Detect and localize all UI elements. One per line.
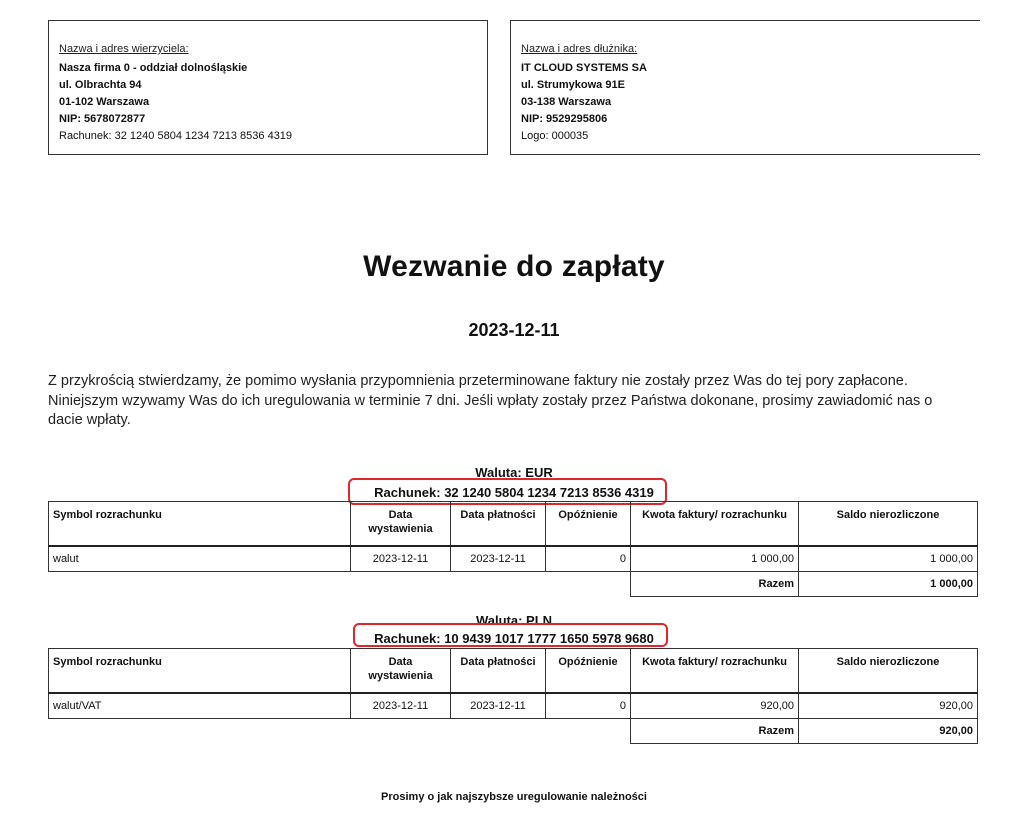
- cell-symbol: walut/VAT: [49, 693, 351, 719]
- settlement-table-pln: [48, 648, 978, 744]
- total-label: Razem: [631, 719, 799, 744]
- cell-delay: 0: [546, 546, 631, 572]
- cell-symbol: walut: [49, 546, 351, 572]
- cell-amount: 920,00: [631, 693, 799, 719]
- blank-cell: [451, 719, 546, 744]
- currency-label-eur: Waluta: EUR: [475, 465, 553, 480]
- blank-cell: [49, 572, 351, 597]
- col-header-issue-date: [351, 649, 451, 694]
- creditor-nip: NIP: 5678072877: [59, 113, 146, 125]
- col-header-symbol: Symbol rozrachunku: [49, 502, 351, 547]
- cell-due-date: 2023-12-11: [451, 693, 546, 719]
- debtor-logo: Logo: 000035: [521, 130, 589, 142]
- col-header-amount: Kwota faktury/ rozrachunku: [631, 502, 799, 547]
- col-header-issue-date-line2: wystawienia: [368, 523, 433, 535]
- cell-issue-date: 2023-12-11: [351, 693, 451, 719]
- debtor-city: 03-138 Warszawa: [521, 96, 612, 108]
- creditor-name: Nasza firma 0 - oddział dolnośląskie: [59, 62, 248, 74]
- cell-balance: 920,00: [799, 693, 978, 719]
- account-label-eur: Rachunek: 32 1240 5804 1234 7213 8536 4319: [374, 485, 654, 500]
- account-highlight-pln: [353, 623, 668, 647]
- table-row: [49, 693, 978, 719]
- cell-delay: 0: [546, 693, 631, 719]
- settlement-table-eur: [48, 501, 978, 597]
- debtor-street: ul. Strumykowa 91E: [521, 79, 625, 91]
- blank-cell: [546, 719, 631, 744]
- intro-line-1: Z przykrością stwierdzamy, że pomimo wysłania przypomnienia przeterminowane faktury nie zostały przez Was do tej pory zapłacone.: [48, 373, 908, 389]
- intro-line-2: Niniejszym wzywamy Was do ich uregulowania w terminie 7 dni. Jeśli wpłaty zostały przez Państwa dokonane, prosimy zawiadomić nas o dacie wpłaty.: [48, 392, 933, 428]
- page-title: Wezwanie do zapłaty: [363, 250, 665, 283]
- account-label-pln: Rachunek: 10 9439 1017 1777 1650 5978 9680: [374, 631, 654, 646]
- total-row: [49, 572, 978, 597]
- col-header-symbol: Symbol rozrachunku: [49, 649, 351, 694]
- col-header-issue-date-line1: Data: [388, 656, 413, 668]
- col-header-delay: Opóźnienie: [546, 649, 631, 694]
- creditor-city: 01-102 Warszawa: [59, 96, 150, 108]
- table-row: [49, 546, 978, 572]
- total-label: Razem: [631, 572, 799, 597]
- col-header-issue-date-line2: wystawienia: [368, 670, 433, 682]
- col-header-due-date: Data płatności: [451, 649, 546, 694]
- col-header-delay: Opóźnienie: [546, 502, 631, 547]
- debtor-name: IT CLOUD SYSTEMS SA: [521, 62, 647, 74]
- total-value: 1 000,00: [799, 572, 978, 597]
- creditor-box: [48, 20, 488, 155]
- total-value: 920,00: [799, 719, 978, 744]
- document-date: 2023-12-11: [468, 320, 560, 340]
- intro-paragraph: [48, 372, 948, 431]
- blank-cell: [49, 719, 351, 744]
- col-header-due-date: Data płatności: [451, 502, 546, 547]
- cell-issue-date: 2023-12-11: [351, 546, 451, 572]
- total-row: [49, 719, 978, 744]
- currency-label-pln: Waluta: PLN: [475, 613, 553, 628]
- blank-cell: [351, 572, 451, 597]
- table-header-row: [49, 502, 978, 547]
- debtor-caption: Nazwa i adres dłużnika:: [521, 43, 638, 55]
- debtor-box: [510, 20, 980, 155]
- cell-amount: 1 000,00: [631, 546, 799, 572]
- creditor-street: ul. Olbrachta 94: [59, 79, 142, 91]
- col-header-issue-date: [351, 502, 451, 547]
- blank-cell: [546, 572, 631, 597]
- blank-cell: [451, 572, 546, 597]
- table-header-row: [49, 649, 978, 694]
- col-header-issue-date-line1: Data: [388, 509, 413, 521]
- cell-balance: 1 000,00: [799, 546, 978, 572]
- col-header-amount: Kwota faktury/ rozrachunku: [631, 649, 799, 694]
- creditor-caption: Nazwa i adres wierzyciela:: [59, 43, 189, 55]
- creditor-account: Rachunek: 32 1240 5804 1234 7213 8536 4319: [59, 130, 293, 142]
- footer-note: Prosimy o jak najszybsze uregulowanie należności: [381, 791, 647, 803]
- col-header-balance: Saldo nierozliczone: [799, 649, 978, 694]
- debtor-nip: NIP: 9529295806: [521, 113, 608, 125]
- blank-cell: [351, 719, 451, 744]
- col-header-balance: Saldo nierozliczone: [799, 502, 978, 547]
- cell-due-date: 2023-12-11: [451, 546, 546, 572]
